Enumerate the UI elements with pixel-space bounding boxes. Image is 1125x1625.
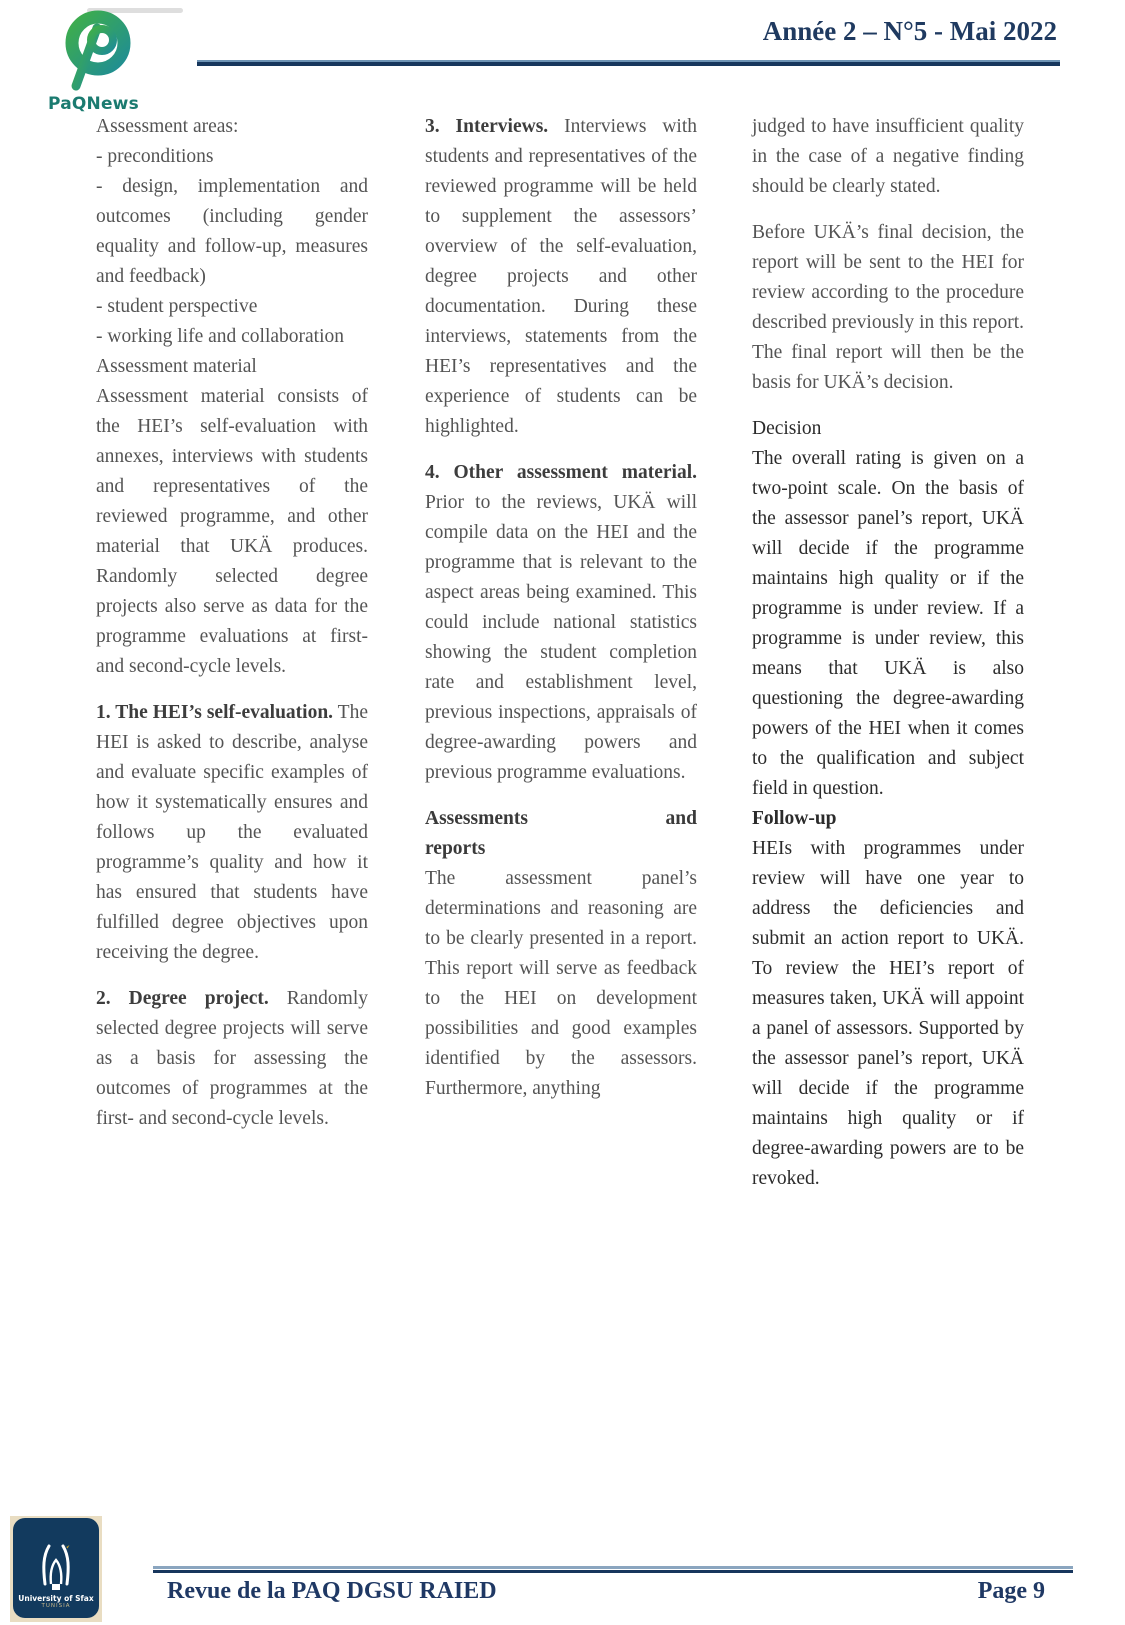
brand-name: PaQNews (48, 94, 139, 114)
university-logo (10, 1516, 102, 1622)
paragraph-bold-lead: 2. Degree project. (96, 988, 269, 1009)
page-number: Page 9 (977, 1578, 1045, 1604)
text-column-1 (96, 112, 368, 1134)
paragraph: judged to have insufficient quality in the case of a negative finding should be clearly stated. (752, 116, 1024, 197)
text-line: Assessment areas: (96, 116, 239, 137)
section-heading: Assessments and (425, 808, 697, 829)
paragraph-bold-lead: 1. The HEI’s self-evaluation. (96, 702, 334, 723)
paragraph-bold-lead: 4. Other assessment material. (425, 462, 697, 483)
paragraph: 2. Degree project. Randomly selected degree projects will serve as a basis for assessing the outcomes of programmes at the first- and second-cycle levels. (96, 988, 368, 1129)
university-logo-card (13, 1518, 99, 1618)
issue-title: Année 2 – N°5 - Mai 2022 (762, 16, 1057, 46)
paragraph: Before UKÄ’s final decision, the report will be sent to the HEI for review according to the procedure described previously in this report. The final report will then be the basis for UKÄ’s decision. (752, 222, 1024, 393)
university-country: TUNISIA (41, 1603, 71, 1609)
footer-rule (153, 1566, 1073, 1573)
paragraph: Assessment material consists of the HEI’s self-evaluation with annexes, interviews with students and representatives of the reviewed programme, and other material that UKÄ produces. Randomly selected degree projects also serve as data for the programme evaluations at first- and second-cycle levels. (96, 386, 368, 677)
paragraph: 4. Other assessment material. Prior to the reviews, UKÄ will compile data on the HEI and the programme that is relevant to the aspect areas being examined. This could include national statistics showing the student completion rate and establishment level, previous inspections, appraisals of degree-awarding powers and previous programme evaluations. (425, 462, 697, 783)
journal-title: Revue de la PAQ DGSU RAIED (167, 1578, 497, 1604)
paragraph: The assessment panel’s determinations and reasoning are to be clearly presented in a report. This report will serve as feedback to the HEI on development possibilities and good examples identified by the assessors. Furthermore, anything (425, 868, 697, 1099)
text-column-3 (752, 112, 1024, 1194)
text-line: Assessment material (96, 356, 257, 377)
paragraph: The overall rating is given on a two-point scale. On the basis of the assessor panel’s report, UKÄ will decide if the programme maintains high quality or if the programme is under review. If a programme is under review, this means that UKÄ is also questioning the degree-awarding powers of the HEI when it comes to the qualification and subject field in question. (752, 448, 1024, 799)
paragraph: 3. Interviews. Interviews with students and representatives of the reviewed programme will be held to supplement the assessors’ overview of the self-evaluation, degree projects and other documentation. During these interviews, statements from the HEI’s representatives and the experience of students can be highlighted. (425, 116, 697, 437)
monument-icon (33, 1540, 79, 1592)
text-line: - working life and collaboration (96, 326, 345, 347)
text-line: - preconditions (96, 146, 214, 167)
paqnews-brand (48, 10, 158, 114)
header-rule (197, 60, 1060, 66)
paragraph: HEIs with programmes under review will have one year to address the deficiencies and submit an action report to UKÄ. To review the HEI’s report of measures taken, UKÄ will appoint a panel of assessors. Supported by the assessor panel’s report, UKÄ will decide if the programme maintains high quality or if degree-awarding powers are to be revoked. (752, 838, 1024, 1189)
text-line: - design, implementation and outcomes (including gender equality and follow-up, measures and feedback) (96, 176, 368, 287)
section-heading: reports (425, 838, 486, 859)
paragraph-bold-lead: 3. Interviews. (425, 116, 549, 137)
text-line: Decision (752, 418, 822, 439)
university-name: University of Sfax (18, 1594, 94, 1603)
paqnews-logo-icon (56, 10, 140, 92)
paragraph: 1. The HEI’s self-evaluation. The HEI is asked to describe, analyse and evaluate specific examples of how it systematically ensures and follows up the evaluated programme’s quality and how it has ensured that students have fulfilled degree objectives upon receiving the degree. (96, 702, 368, 963)
section-heading: Follow-up (752, 808, 837, 829)
text-line: - student perspective (96, 296, 258, 317)
text-column-2 (425, 112, 697, 1104)
